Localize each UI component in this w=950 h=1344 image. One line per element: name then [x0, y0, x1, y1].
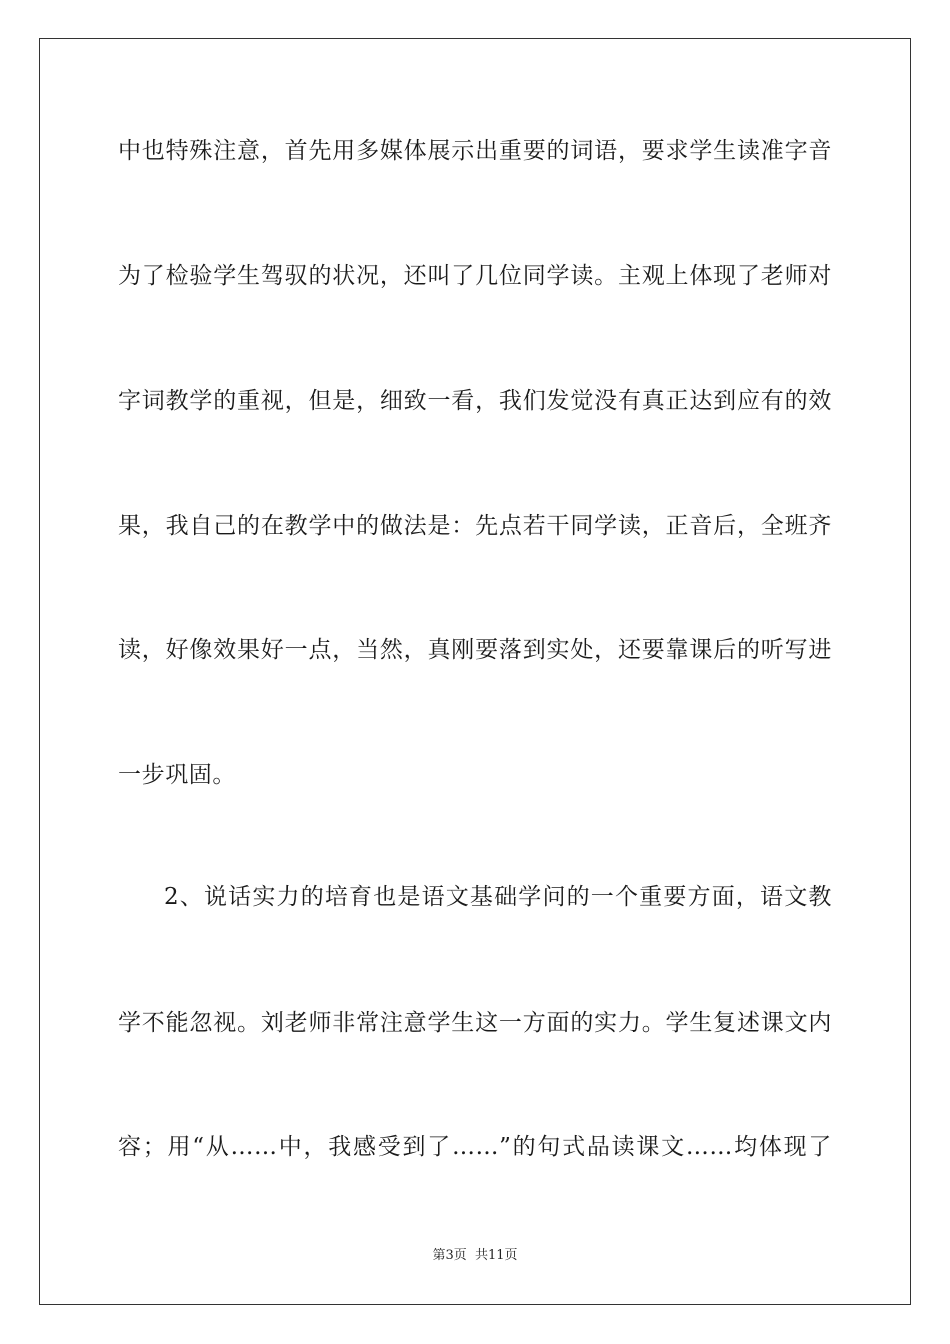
text-line: 果，我自己的在教学中的做法是：先点若干同学读，正音后，全班齐 — [118, 513, 832, 539]
text-line: 为了检验学生驾驭的状况，还叫了几位同学读。主观上体现了老师对 — [118, 263, 832, 289]
text-line: 中也特殊注意，首先用多媒体展示出重要的词语，要求学生读准字音 — [118, 138, 832, 164]
text-line: 字词教学的重视，但是，细致一看，我们发觉没有真正达到应有的效 — [118, 388, 832, 414]
text-line: 容；用“从……中，我感受到了……”的句式品读课文……均体现了 — [118, 1134, 832, 1160]
text-line: 学不能忽视。刘老师非常注意学生这一方面的实力。学生复述课文内 — [118, 1010, 832, 1036]
text-line: 读，好像效果好一点，当然，真刚要落到实处，还要靠课后的听写进 — [118, 637, 832, 663]
text-line: 2、说话实力的培育也是语文基础学问的一个重要方面，语文教 — [164, 884, 832, 910]
text-line: 一步巩固。 — [118, 762, 236, 788]
page-total: 共11页 — [474, 1248, 518, 1263]
page-footer — [0, 1247, 950, 1265]
page-number: 第3页 — [432, 1248, 467, 1263]
page-border — [39, 38, 911, 1305]
